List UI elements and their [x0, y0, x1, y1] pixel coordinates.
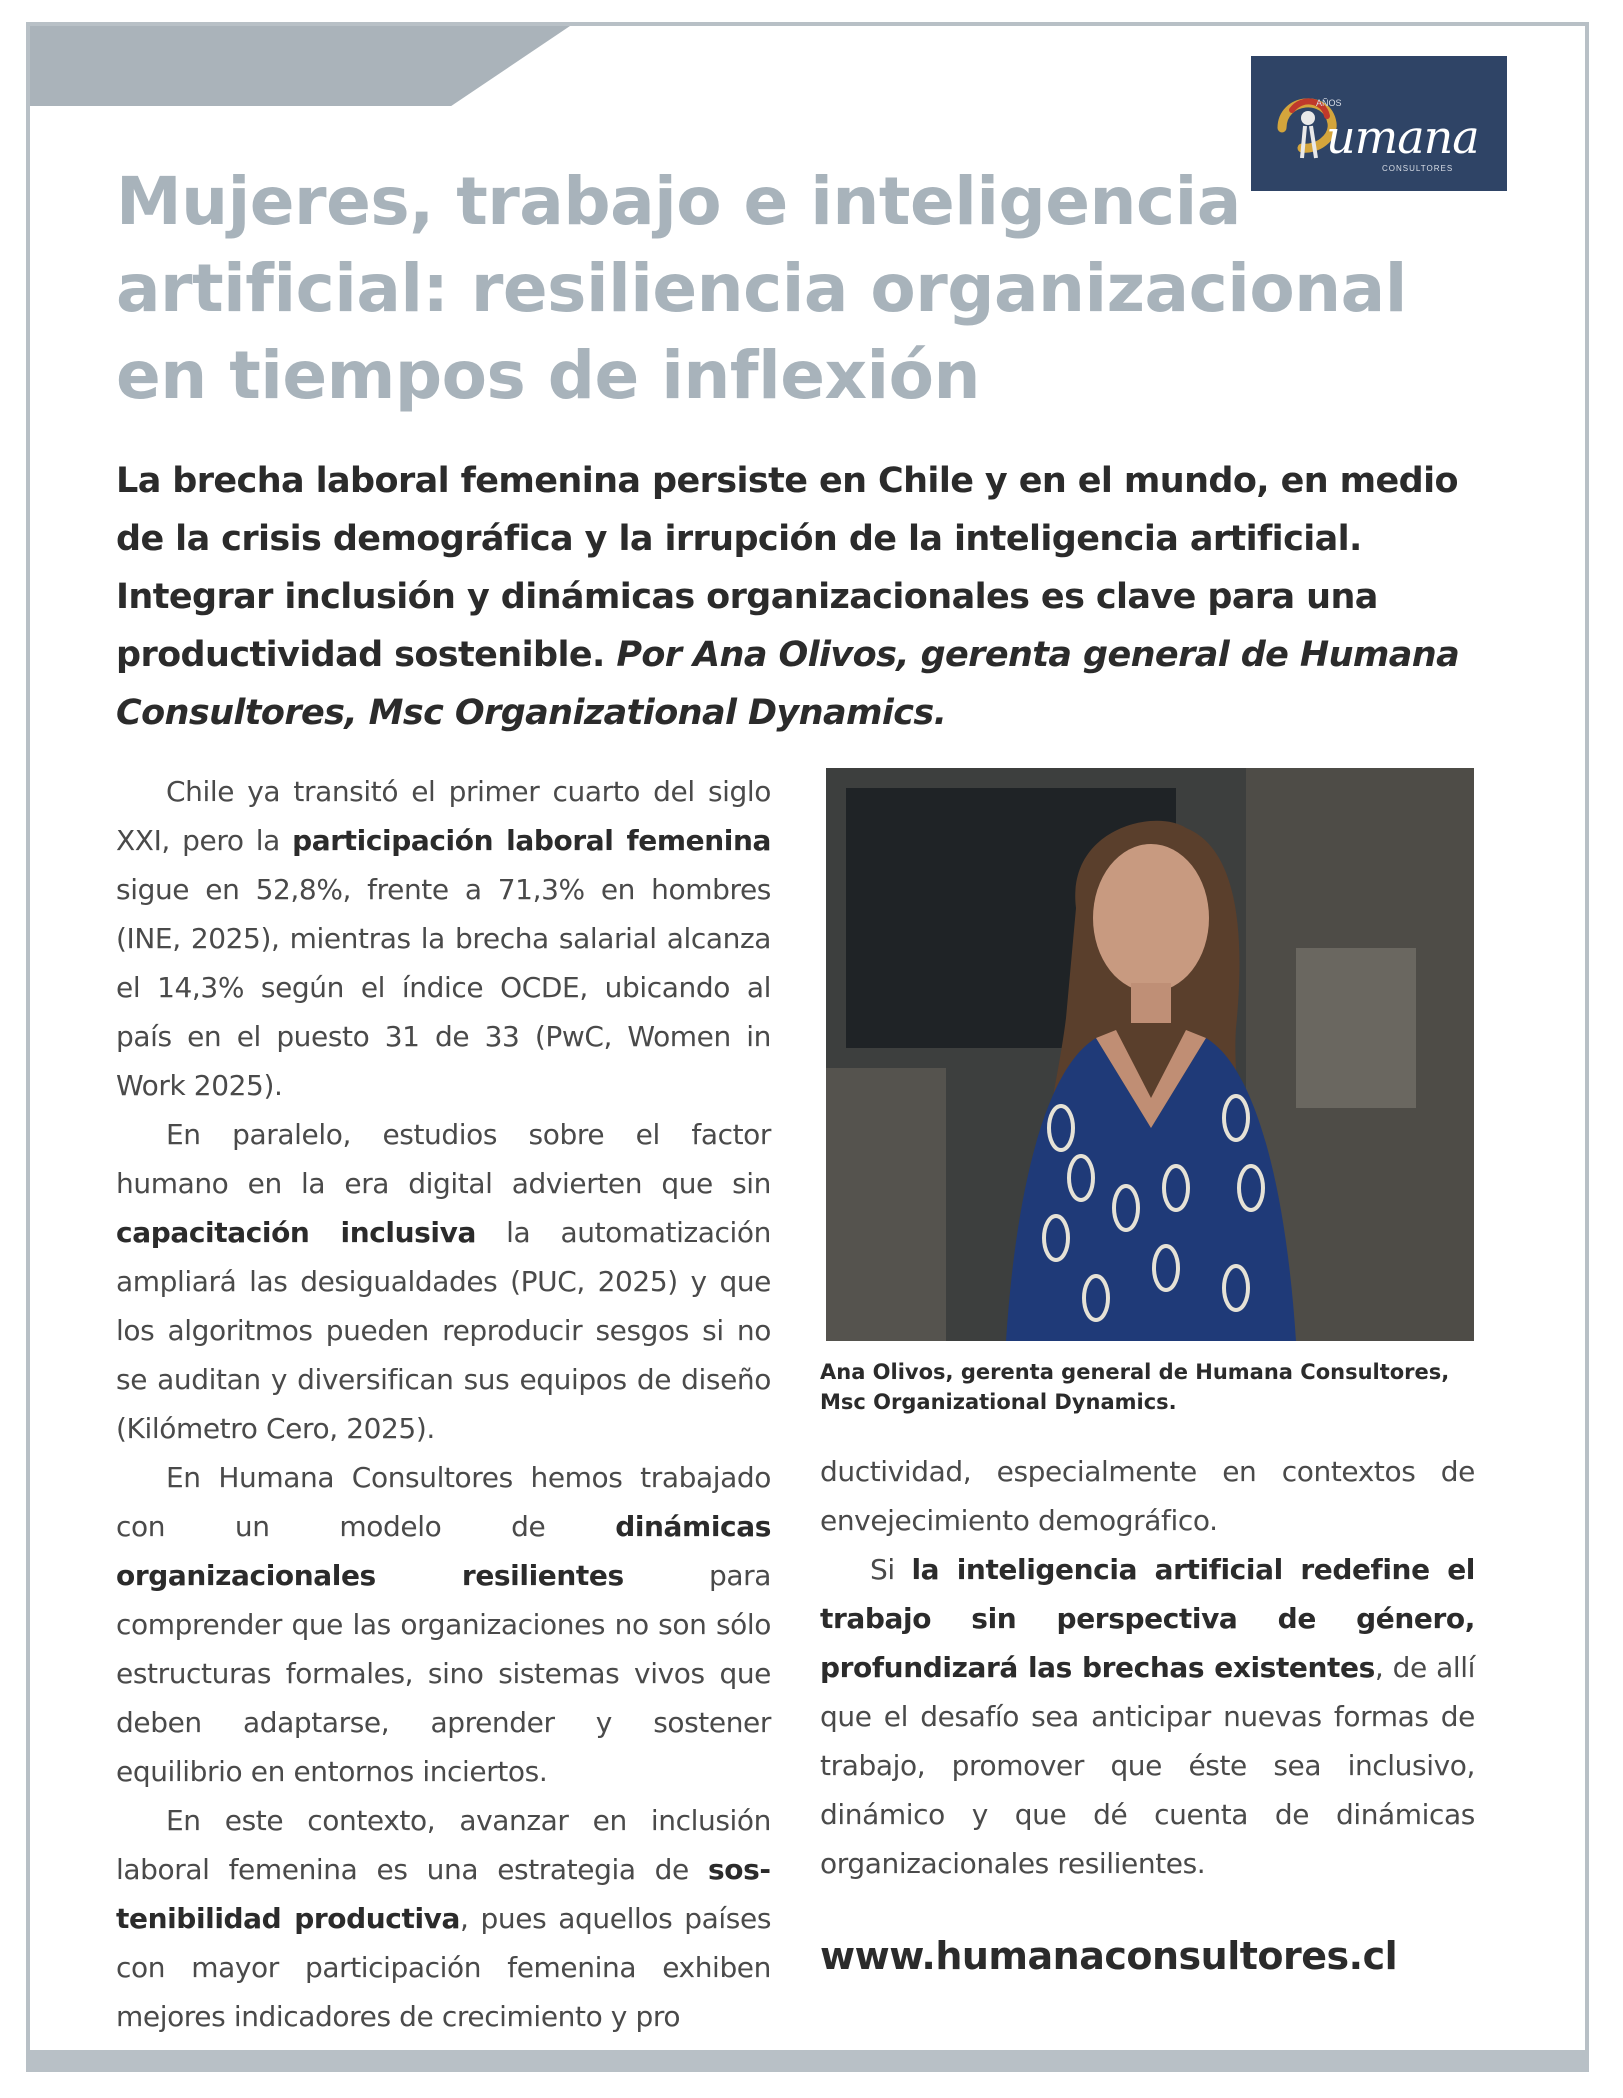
paragraph-1 — [116, 767, 771, 1110]
p4-text-c: , pues aquellos países con mayor participación femenina exhiben mejores indicadores de crecimiento y pro — [116, 1902, 772, 2033]
column-left — [116, 767, 771, 2041]
p2-text-a: En paralelo, estudios sobre el factor humano en la era digital advierten que sin — [116, 1118, 771, 1200]
author-photo — [826, 768, 1474, 1341]
paragraph-4-continued: ductividad, especialmente en contextos de envejecimiento demográfico. — [820, 1455, 1475, 1537]
p4-text-a: En este contexto, avanzar en inclusión laboral femenina es una estrategia de — [116, 1804, 771, 1886]
p5-text-c: , de allí que el desafío sea anticipar nuevas formas de trabajo, promover que éste sea inclusivo, dinámico y que dé cuenta de dinámicas organizacionales resilientes. — [820, 1651, 1475, 1880]
column-right — [820, 1447, 1475, 1888]
p3-text-a: En Humana Consultores hemos trabajado con un modelo de — [116, 1461, 771, 1543]
p5-text-a: Si — [870, 1553, 912, 1586]
paragraph-2 — [116, 1110, 771, 1453]
p3-highlight: dinámicas organizacionales resilientes — [116, 1510, 771, 1592]
paragraph-5 — [820, 1545, 1475, 1888]
p4-highlight: sostenibilidad productiva — [116, 1853, 771, 1935]
p1-highlight: participación laboral femenina — [292, 824, 771, 857]
paragraph-4 — [116, 1796, 771, 2041]
footer-bar-decoration — [26, 2050, 1589, 2068]
p3-text-c: para comprender que las organizaciones no son sólo estructuras formales, sino sistemas vivos que deben adaptarse, aprender y sostener equilibrio en entornos inciertos. — [116, 1559, 771, 1788]
website-link[interactable]: www.humanaconsultores.cl — [820, 1934, 1398, 1978]
logo-subtitle: CONSULTORES — [1382, 163, 1454, 173]
logo-wordmark: umana — [1326, 109, 1479, 164]
article-title: Mujeres, trabajo e inteligencia artificial: resiliencia organizacional en tiempos de inflexión — [116, 163, 1407, 414]
p1-text-c: sigue en 52,8%, frente a 71,3% en hombres (INE, 2025), mientras la brecha salarial alcanza el 14,3% según el índice OCDE, ubicando al país en el puesto 31 de 33 (PwC, Women in Work 2025). — [116, 873, 771, 1102]
photo-caption: Ana Olivos, gerenta general de Humana Consultores, Msc Organizational Dynamics. — [820, 1360, 1450, 1414]
byline: Por Ana Olivos, gerenta general de Humana Consultores, Msc Organizational Dynamics. — [116, 635, 1460, 733]
article-lead — [116, 452, 1496, 742]
paragraph-3 — [116, 1453, 771, 1796]
p5-highlight: la inteligencia artificial redefine el trabajo sin perspectiva de género, profundizará las brechas existentes — [820, 1553, 1475, 1684]
p2-text-c: la automatización ampliará las desigualdades (PUC, 2025) y que los algoritmos pueden reproducir sesgos si no se auditan y diversifican sus equipos de diseño (Kilómetro Cero, 2025). — [116, 1216, 771, 1445]
logo-years-label: AÑOS — [1316, 97, 1342, 108]
p2-highlight: capacitación inclusiva — [116, 1216, 476, 1249]
author-portrait-image — [826, 768, 1474, 1341]
lead-text: La brecha laboral femenina persiste en Chile y en el mundo, en medio de la crisis demográfica y la irrupción de la inteligencia artificial. Integrar inclusión y dinámicas organizacionales es clave para una productividad sostenible. — [116, 461, 1458, 675]
p1-text-a: Chile ya transitó el primer cuarto del siglo XXI, pero la — [116, 775, 771, 857]
